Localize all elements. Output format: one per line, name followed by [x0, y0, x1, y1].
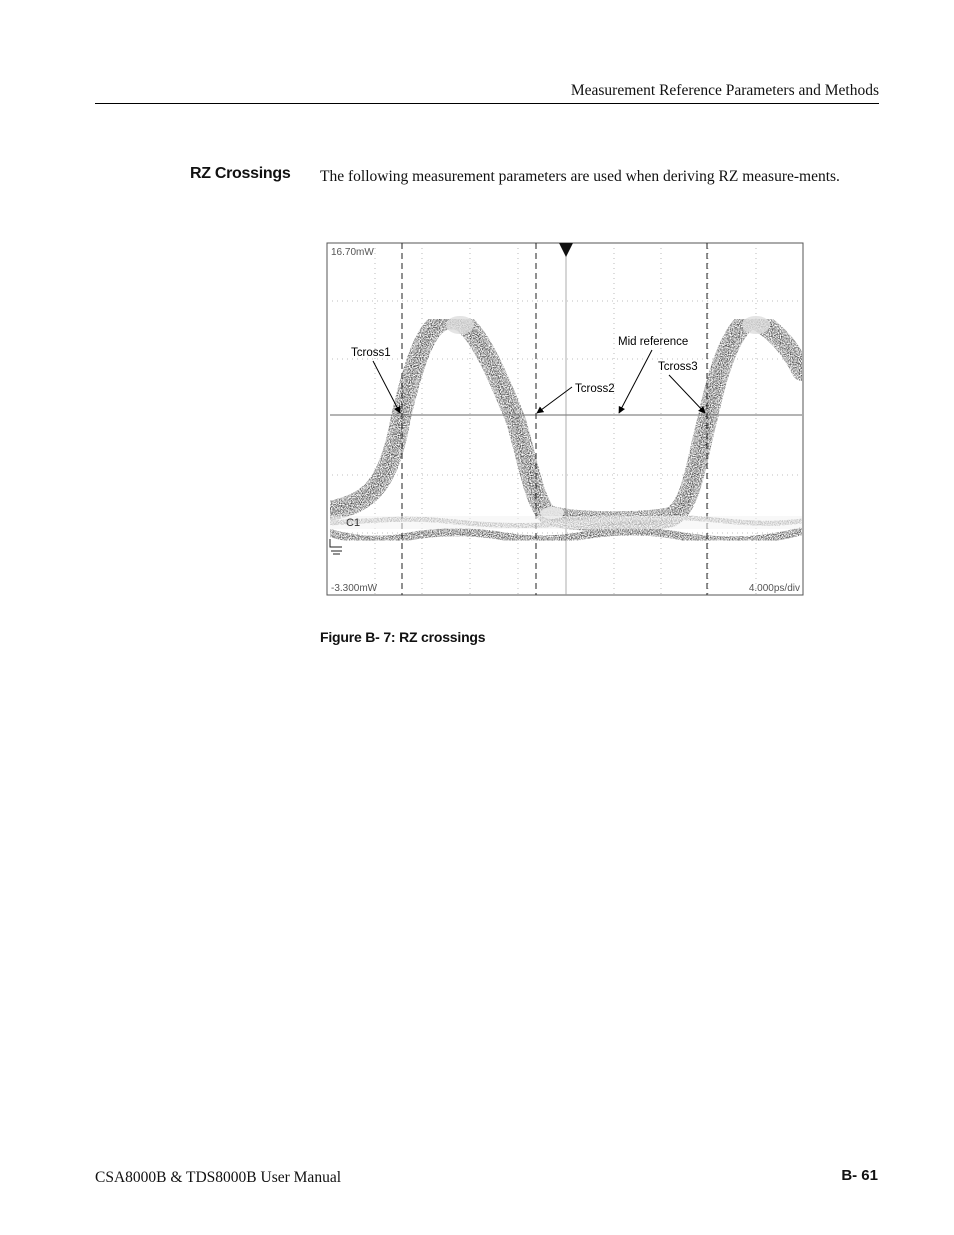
running-head: Measurement Reference Parameters and Methods [570, 82, 879, 99]
page-number: B- 61 [841, 1167, 878, 1184]
callout-tcross1: Tcross1 [351, 347, 391, 359]
callout-tcross3: Tcross3 [658, 361, 698, 373]
scope-screen [326, 241, 806, 599]
top-scale-readout: 16.70mW [331, 247, 374, 258]
timebase-readout: 4.000ps/div [748, 583, 800, 594]
callout-tcross2: Tcross2 [575, 383, 615, 395]
body-paragraph: The following measurement parameters are used when deriving RZ measure-ments. [320, 168, 840, 185]
channel-level-bar [330, 516, 802, 529]
footer-manual-title: CSA8000B & TDS8000B User Manual [95, 1169, 342, 1186]
figure-caption: Figure B- 7: RZ crossings [320, 629, 486, 645]
oscilloscope-figure [326, 241, 806, 604]
eye-peak-right [742, 316, 770, 334]
channel-label: C1 [346, 517, 361, 529]
callout-mid-reference: Mid reference [618, 336, 689, 348]
bottom-scale-readout: -3.300mW [331, 583, 378, 594]
header-rule [95, 103, 879, 104]
section-heading: RZ Crossings [190, 165, 291, 182]
eye-peak-left [446, 316, 474, 334]
